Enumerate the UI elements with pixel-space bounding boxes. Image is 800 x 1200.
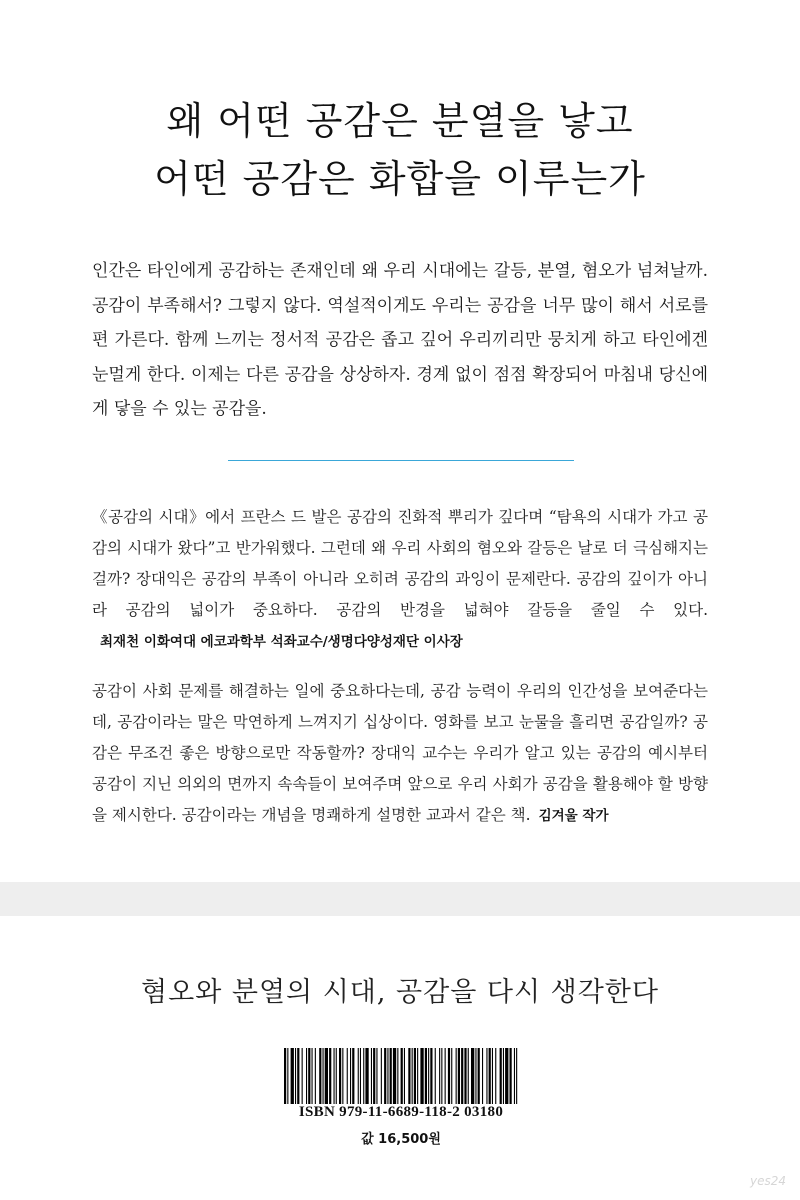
barcode-bar [371, 1048, 372, 1104]
barcode-bar [397, 1048, 398, 1104]
barcode-bar [347, 1048, 348, 1104]
barcode-bar [393, 1048, 396, 1104]
barcode-bar [516, 1048, 517, 1104]
barcode-bar [319, 1048, 321, 1104]
barcode-bar [384, 1048, 386, 1104]
barcode-bar [420, 1048, 423, 1104]
barcode-bar [342, 1048, 343, 1104]
tagline: 혐오와 분열의 시대, 공감을 다시 생각한다 [141, 977, 659, 1008]
intro-paragraph: 인간은 타인에게 공감하는 존재인데 왜 우리 시대에는 갈등, 분열, 혐오가 넘쳐날까. 공감이 부족해서? 그렇지 않다. 역설적이게도 우리는 공감을 너무 많이 해서 서로를 편 가른다. 함께 느끼는 정서적 공감은 좁고 깊어 우리끼리만 뭉치게 하고 타인에겐 눈멀게 한다. 이제는 다른 공감을 상상하자. 경계 없이 점점 확장되어 마침내 당신에게 닿을 수 있는 공감을. [92, 261, 708, 419]
barcode-bar [302, 1048, 303, 1104]
barcode-bar [482, 1048, 483, 1104]
barcode-bar [503, 1048, 504, 1104]
barcode-bar [360, 1048, 361, 1104]
barcode-bar [376, 1048, 377, 1104]
barcode-bar [287, 1048, 288, 1104]
barcode-bar [329, 1048, 331, 1104]
barcode-bar [350, 1048, 351, 1104]
barcode-bar [439, 1048, 440, 1104]
barcode-bar [464, 1048, 466, 1104]
endorsement-quote-2 [92, 676, 708, 832]
section-divider [228, 460, 574, 461]
barcode-bar [492, 1048, 493, 1104]
endorsement-attribution: 최재천 이화여대 에코과학부 석좌교수/생명다양성재단 이사장 [100, 634, 463, 650]
watermark-logo: yes24 [749, 1174, 786, 1188]
barcode-bar [373, 1048, 375, 1104]
barcode-bar [425, 1048, 427, 1104]
barcode-bar [505, 1048, 508, 1104]
barcode-bar [352, 1048, 354, 1104]
barcode-bar [336, 1048, 337, 1104]
barcode-bar [363, 1048, 364, 1104]
barcode-bar [478, 1048, 480, 1104]
barcode-bar [334, 1048, 335, 1104]
barcode-bar [387, 1048, 388, 1104]
barcode-bar [456, 1048, 457, 1104]
barcode-bar [441, 1048, 442, 1104]
barcode-bar [312, 1048, 313, 1104]
barcode-bar [390, 1048, 392, 1104]
isbn-number: ISBN 979-11-6689-118-2 03180 [298, 1104, 504, 1120]
barcode-bar [451, 1048, 452, 1104]
barcode-bar [489, 1048, 491, 1104]
barcode-bar [486, 1048, 487, 1104]
price-label: 값 16,500원 [361, 1132, 441, 1147]
barcode-bar [401, 1048, 403, 1104]
barcode-bar [381, 1048, 382, 1104]
barcode-bar [414, 1048, 416, 1104]
barcode-bar [435, 1048, 436, 1104]
barcode-bar [297, 1048, 299, 1104]
barcode-bar [325, 1048, 328, 1104]
barcode-bar [306, 1048, 307, 1104]
barcode-bar [510, 1048, 512, 1104]
barcode-bar [323, 1048, 324, 1104]
barcode-bar [358, 1048, 359, 1104]
barcode-bar [445, 1048, 446, 1104]
endorsement-quote-1 [92, 502, 708, 658]
barcode-bar [500, 1048, 502, 1104]
barcode-bar [284, 1048, 286, 1104]
barcode-bar [308, 1048, 310, 1104]
barcode-bar [315, 1048, 316, 1104]
headline-line-1: 왜 어떤 공감은 분열을 낳고 [166, 99, 634, 143]
endorsement-text: 공감이 사회 문제를 해결하는 일에 중요하다는데, 공감 능력이 우리의 인간성을 보여준다는데, 공감이라는 말은 막연하게 느껴지기 십상이다. 영화를 보고 눈물을 흘리면 공감일까? 공감은 무조건 좋은 방향으로만 작동할까? 장대익 교수는 우리가 알고 있는 공감의 예시부터 공감이 지닌 의외의 면까지 속속들이 보여주며 앞으로 우리 사회가 공감을 활용해야 할 방향을 제시한다. 공감이라는 개념을 명쾌하게 설명한 교과서 같은 책. [92, 682, 708, 824]
barcode-bar [471, 1048, 474, 1104]
barcode-bar [430, 1048, 432, 1104]
barcode-bar [295, 1048, 296, 1104]
barcode-bar [495, 1048, 496, 1104]
barcode-bar [417, 1048, 418, 1104]
barcode-bar [408, 1048, 410, 1104]
barcode-bar [404, 1048, 405, 1104]
endorsement-text: 《공감의 시대》에서 프란스 드 발은 공감의 진화적 뿌리가 깊다며 “탐욕의 시대가 가고 공감의 시대가 왔다”고 반가워했다. 그런데 왜 우리 사회의 혐오와 갈등은 날로 더 극심해지는 걸까? 장대익은 공감의 부족이 아니라 오히려 공감의 과잉이 문제란다. 공감의 깊이가 아니라 공감의 넓이가 중요하다. 공감의 반경을 넓혀야 갈등을 줄일 수 있다. [92, 508, 708, 619]
barcode-bar [461, 1048, 463, 1104]
barcode-bar [428, 1048, 429, 1104]
headline-line-2: 어떤 공감은 화합을 이루는가 [154, 157, 646, 201]
endorsement-attribution: 김겨울 작가 [538, 808, 609, 824]
barcode-bar [412, 1048, 413, 1104]
barcode-bar [468, 1048, 469, 1104]
barcode-bar [339, 1048, 341, 1104]
barcode-bar [475, 1048, 476, 1104]
barcode-image [283, 1048, 519, 1104]
barcode-bar [365, 1048, 368, 1104]
grey-band [0, 882, 800, 916]
barcode-bar [458, 1048, 460, 1104]
headline [0, 92, 800, 208]
barcode-bar [514, 1048, 515, 1104]
barcode-bar [448, 1048, 450, 1104]
barcode-bar [291, 1048, 294, 1104]
